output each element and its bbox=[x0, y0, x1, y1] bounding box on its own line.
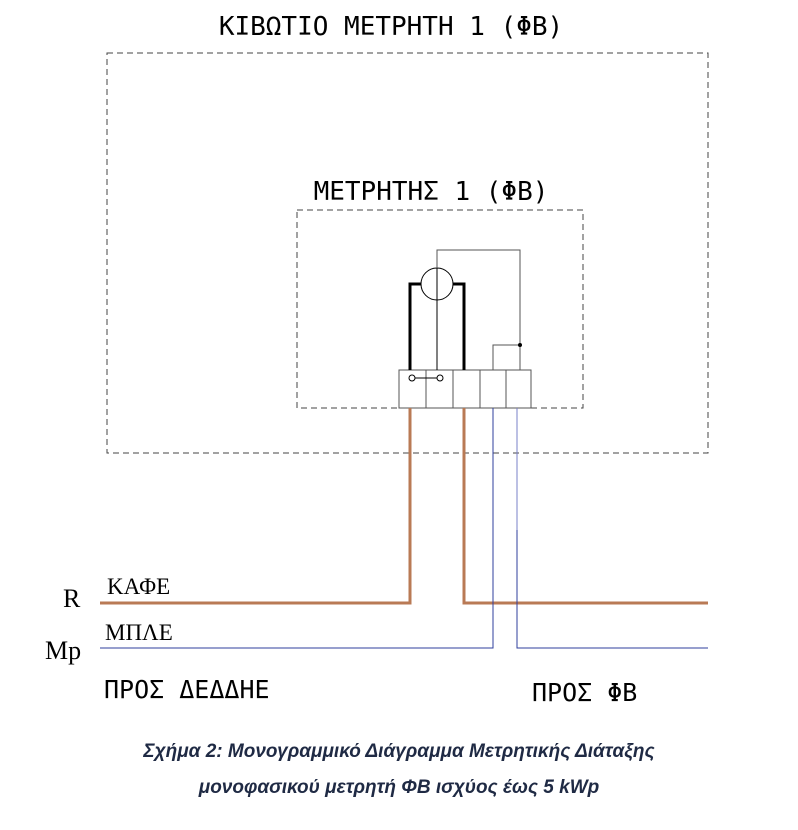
phase-symbol: R bbox=[63, 584, 81, 613]
meter-box-title: ΜΕΤΡΗΤΗΣ 1 (ΦΒ) bbox=[313, 177, 549, 207]
left-destination-label: ΠΡΟΣ ΔΕΔΔΗΕ bbox=[104, 675, 270, 704]
brown-phase-wire bbox=[100, 408, 708, 603]
meter-cabinet-title: ΚΙΒΩΤΙΟ ΜΕΤΡΗΤΗ 1 (ΦΒ) bbox=[218, 12, 564, 42]
brown-wire-label: ΚΑΦΕ bbox=[107, 574, 171, 599]
figure-caption-line-2: μονοφασικού μετρητή ΦΒ ισχύος έως 5 kWp bbox=[198, 777, 600, 798]
right-destination-label: ΠΡΟΣ ΦΒ bbox=[532, 678, 638, 707]
figure-caption-line-1: Σχήμα 2: Μονογραμμικό Διάγραμμα Μετρητικής Διάταξης bbox=[143, 741, 655, 762]
neutral-symbol: Mp bbox=[45, 636, 82, 665]
terminal-4 bbox=[480, 370, 506, 408]
blue-neutral-wire bbox=[100, 408, 493, 648]
blue-wire-label: ΜΠΛΕ bbox=[105, 620, 173, 645]
voltage-coil-wiring bbox=[437, 250, 520, 370]
terminal-block bbox=[399, 370, 531, 408]
terminal-3 bbox=[453, 370, 480, 408]
terminal-5 bbox=[506, 370, 531, 408]
blue-neutral-wire-pv-side bbox=[517, 530, 708, 648]
junction-dot bbox=[518, 343, 522, 347]
